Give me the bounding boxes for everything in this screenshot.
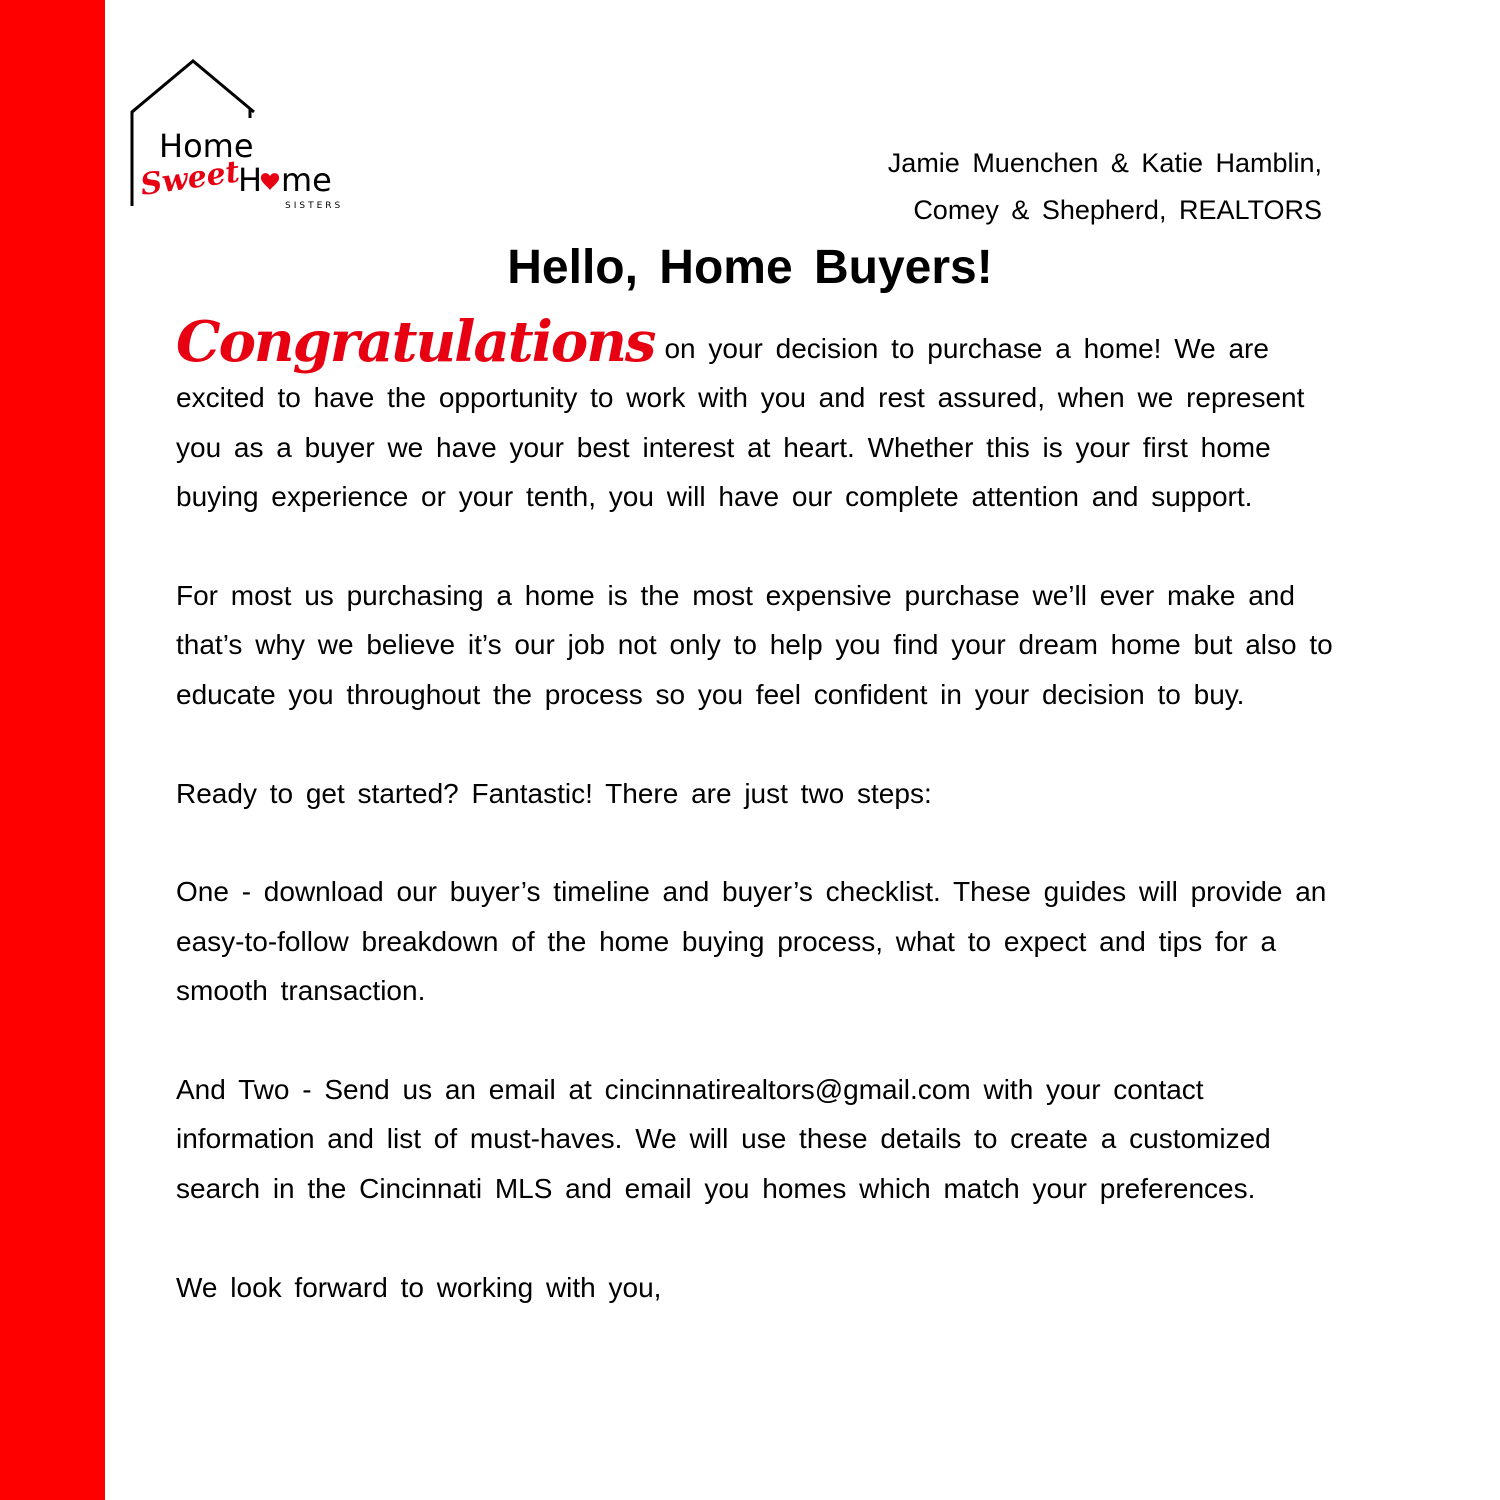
home-sweet-home-sisters-logo: [128, 58, 353, 213]
logo-home-me: me: [281, 161, 332, 199]
intro-first-line: [176, 309, 1269, 375]
intro-rest-text: excited to have the opportunity to work with you and rest assured, when we represent you as a buyer we have your best interest at heart. Whether this is your first home buying experience or your tenth, you will have our complete attention and support.: [176, 382, 1305, 513]
paragraph-step-two: And Two - Send us an email at cincinnatirealtors@gmail.com with your contact information and list of must-haves. We will use these details to create a customized search in the Cincinnati MLS and email you homes which match your preferences.: [176, 1074, 1271, 1204]
paragraph-ready: Ready to get started? Fantastic! There are just two steps:: [176, 777, 932, 809]
page-title: Hello, Home Buyers!: [507, 241, 993, 294]
congratulations-script: Congratulations: [176, 309, 655, 375]
paragraph-closing: We look forward to working with you,: [176, 1271, 662, 1303]
intro-first-line-text: on your decision to purchase a home! We are: [664, 333, 1269, 364]
paragraph-expensive-purchase: For most us purchasing a home is the most expensive purchase we’ll ever make and that’s why we believe it’s our job not only to help you find your dream home but also to educate you throughout the process so you feel confident in your decision to buy.: [176, 580, 1333, 710]
agency-name: Comey & Shepherd, REALTORS: [913, 195, 1322, 225]
logo-home-word: Home: [159, 127, 254, 165]
logo-sisters-word: SISTERS: [285, 201, 344, 211]
logo-home-h: H: [238, 161, 263, 199]
paragraph-intro: [176, 309, 1336, 522]
paragraph-step-one: One - download our buyer’s timeline and buyer’s checklist. These guides will provide an easy-to-follow breakdown of the home buying process, what to expect and tips for a smooth transaction.: [176, 876, 1327, 1007]
logo-sweet-word: Sweet: [138, 154, 242, 203]
red-side-bar: [0, 0, 105, 1500]
letter-body: [176, 309, 1336, 1361]
heart-icon: [261, 173, 279, 190]
agent-names: Jamie Muenchen & Katie Hamblin,: [887, 148, 1322, 178]
agent-header: [888, 140, 1322, 234]
